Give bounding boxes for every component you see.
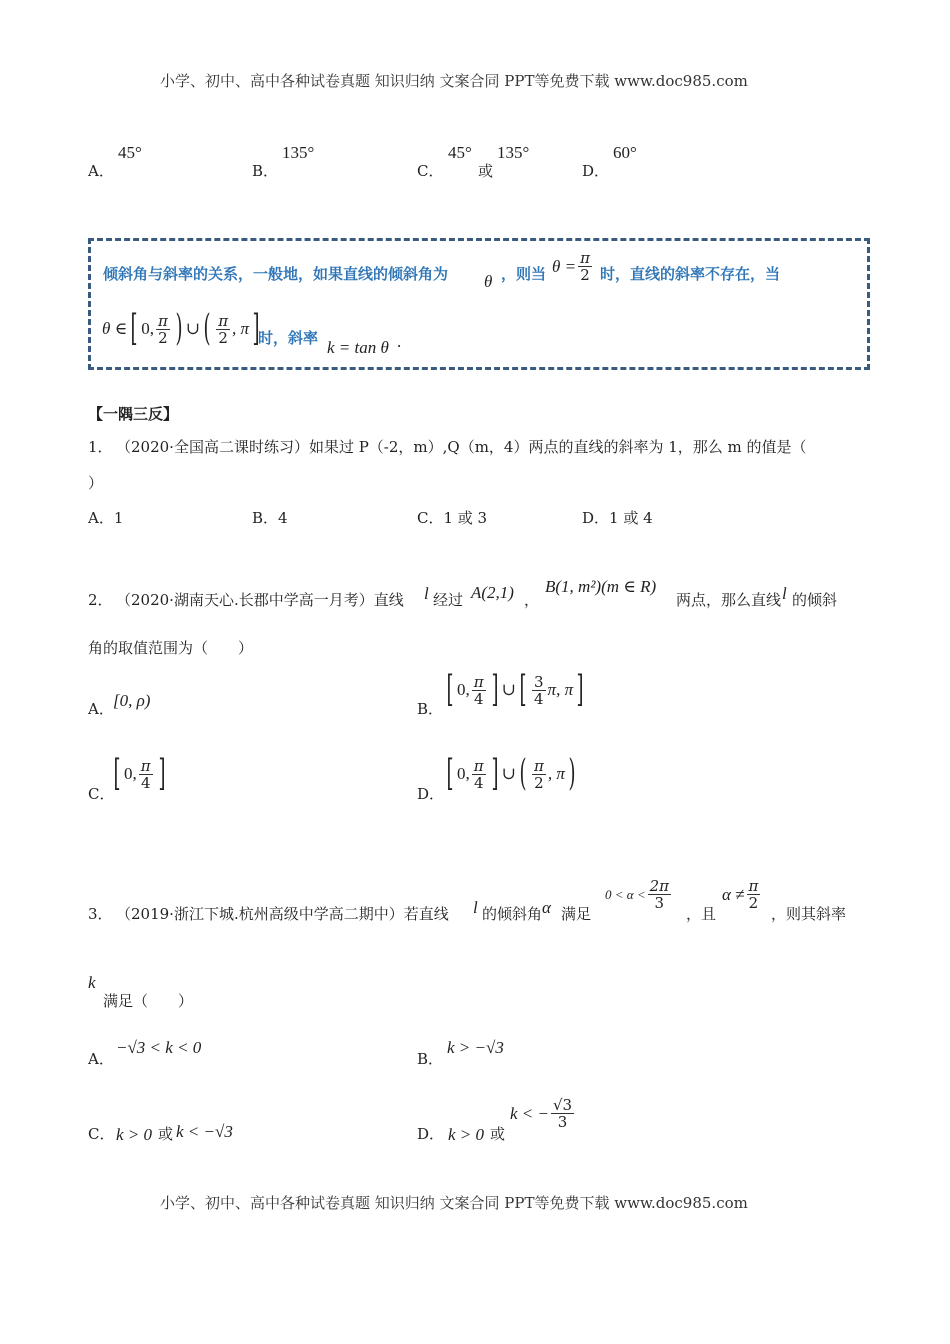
cond1: 0 < α < (605, 886, 646, 902)
section-title: 【一隅三反】 (88, 405, 179, 423)
bracket-open-icon: [ (113, 753, 121, 794)
q2-option-a-value: [0, ρ) (113, 691, 151, 710)
frac-den: 2 (534, 773, 544, 792)
frac-num: π (218, 311, 229, 330)
q2-text-a: （2020·湖南天心.长郡中学高一月考）直线 (116, 591, 404, 609)
option-c-or: 或 (478, 162, 494, 180)
note-k-eq-tan: k = tan θ (327, 338, 389, 357)
bracket-close-icon: ] (491, 669, 499, 710)
q1-option-d: D．1 或 4 (582, 509, 653, 527)
frac-den: 2 (218, 328, 228, 347)
note-theta: θ (484, 272, 493, 291)
q3-option-a-value: −√3 < k < 0 (116, 1038, 202, 1057)
q1-text: （2020·全国高二课时练习）如果过 P（-2，m）,Q（m，4）两点的直线的斜率为 1，那么 m 的值是（ (116, 438, 807, 456)
sqrt3-over-3 (551, 1097, 574, 1130)
frac-num: π (748, 877, 759, 895)
zero: 0, (124, 764, 137, 783)
q3-option-c-value-1: k > 0 (116, 1125, 153, 1144)
comma-pi: , π (547, 764, 565, 783)
q3-text-c: 满足 (561, 905, 592, 923)
paren-close-icon: ) (175, 308, 183, 349)
frac-den: 3 (654, 894, 665, 912)
q2-line-l: l (424, 584, 429, 603)
zero: 0, (457, 764, 470, 783)
q3-option-b-label: B． (417, 1050, 444, 1068)
frac-den: 4 (140, 773, 151, 792)
q3-option-d-label: D． (417, 1125, 445, 1143)
note-theta-eq-pi-half (552, 250, 594, 283)
note-text-2: ，则当 (501, 265, 547, 283)
option-d-label: D． (582, 162, 610, 180)
q2-option-b-value (443, 669, 587, 710)
paren-close-icon: ) (568, 753, 576, 794)
cup: ∪ (501, 764, 516, 783)
q2-option-b-label: B． (417, 700, 444, 718)
q2-line-l-2: l (782, 584, 787, 603)
three-over-4 (532, 674, 546, 707)
note-interval (102, 308, 263, 349)
page-header: 小学、初中、高中各种试卷真题 知识归纳 文案合同 PPT等免费下载 www.doc985.com (160, 72, 748, 90)
q2-point-b: B(1, m²)(m ∈ R) (545, 577, 657, 596)
bracket-close-icon: ] (576, 669, 584, 710)
q3-option-a-label: A． (88, 1050, 114, 1068)
q1-option-a: A．1 (88, 509, 124, 527)
theta-in: θ ∈ (102, 319, 128, 338)
frac-num: 3 (534, 672, 544, 691)
pi-over-4 (472, 758, 486, 791)
pi-over-2 (532, 758, 546, 791)
k-lt-minus: k < − (510, 1103, 549, 1123)
frac-num: π (473, 672, 484, 691)
cup: ∪ (501, 680, 516, 699)
frac-num: π (534, 756, 544, 775)
cond2: α ≠ (722, 884, 745, 904)
option-c-value-2: 135° (497, 143, 530, 162)
pi-over-2 (747, 878, 761, 911)
frac-num: π (473, 756, 484, 775)
q3-option-c-value-2: k < −√3 (176, 1122, 233, 1141)
option-c-label: C． (417, 162, 444, 180)
q3-option-d-or: 或 (490, 1125, 506, 1143)
bracket-close-icon: ] (158, 753, 166, 794)
frac-num: π (157, 311, 168, 330)
theta-eq: θ = (552, 256, 577, 276)
comma-pi: , π (232, 319, 250, 338)
bracket-close-icon: ] (252, 308, 260, 349)
pi-over-2 (156, 313, 170, 346)
q3-text-b: 的倾斜角 (482, 905, 543, 923)
q1-option-b: B．4 (252, 509, 288, 527)
pi: π (547, 680, 557, 699)
option-c-value-1: 45° (448, 143, 472, 162)
q2-text-d: 的倾斜 (792, 591, 838, 609)
note-box (88, 238, 870, 370)
q2-text-b: 经过 (433, 591, 464, 609)
option-a-label: A． (88, 162, 114, 180)
frac-num: 2π (649, 877, 670, 895)
paren-open-icon: ( (519, 753, 527, 794)
frac-den: 2 (580, 266, 590, 284)
q2-point-a: A(2,1) (471, 583, 514, 602)
frac-den: 2 (158, 328, 168, 347)
q3-option-c-label: C． (88, 1125, 115, 1143)
q1-close: ） (88, 474, 104, 492)
q3-option-d-value-1: k > 0 (448, 1125, 485, 1144)
q3-alpha: α (542, 898, 551, 917)
note-text-3: 时，直线的斜率不存在，当 (600, 265, 781, 283)
q3-text-d: ，且 (686, 905, 717, 923)
bracket-open-icon: [ (446, 669, 454, 710)
q3-k: k (88, 973, 96, 992)
q2-option-d-value (443, 753, 579, 794)
q2-option-d-label: D． (417, 785, 445, 803)
q2-number: 2． (88, 591, 113, 609)
option-b-label: B． (252, 162, 279, 180)
cup: ∪ (185, 319, 201, 338)
q1-option-c: C．1 或 3 (417, 509, 488, 527)
bracket-close-icon: ] (491, 753, 499, 794)
option-b-value: 135° (282, 143, 315, 162)
frac-num: √3 (553, 1096, 573, 1114)
page-footer: 小学、初中、高中各种试卷真题 知识归纳 文案合同 PPT等免费下载 www.doc985.com (160, 1194, 748, 1212)
pi-over-4 (472, 674, 486, 707)
frac-den: 3 (557, 1113, 568, 1131)
two-pi-over-3 (648, 878, 671, 911)
q3-option-d-value-2 (510, 1097, 576, 1130)
q2-option-a-label: A． (88, 700, 114, 718)
note-text-4: 时，斜率 (258, 329, 319, 347)
bracket-open-icon: [ (519, 669, 527, 710)
q2-option-c-label: C． (88, 785, 115, 803)
option-d-value: 60° (613, 143, 637, 162)
bracket-open-icon: [ (446, 753, 454, 794)
comma-pi: , π (556, 680, 574, 699)
note-text-1: 倾斜角与斜率的关系，一般地，如果直线的倾斜角为 (103, 265, 449, 283)
q3-condition-1 (605, 878, 673, 911)
q2-option-c-value (110, 753, 169, 794)
q2-line2: 角的取值范围为（ ） (88, 639, 254, 657)
frac-den: 2 (748, 894, 759, 912)
note-period: . (397, 332, 402, 351)
q3-option-c-or: 或 (158, 1125, 174, 1143)
frac-den: 4 (534, 689, 544, 708)
frac-den: 4 (473, 773, 484, 792)
q3-condition-2 (722, 878, 762, 911)
frac-den: 4 (473, 689, 484, 708)
q1-number: 1． (88, 438, 113, 456)
pi-over-2 (578, 250, 592, 283)
q2-sep: ， (524, 591, 540, 609)
q3-line-l: l (473, 898, 478, 917)
paren-open-icon: ( (203, 308, 211, 349)
option-a-value: 45° (118, 143, 142, 162)
q2-text-c: 两点，那么直线 (676, 591, 782, 609)
frac-num: π (140, 756, 151, 775)
bracket-open-icon: [ (130, 308, 138, 349)
q3-option-b-value: k > −√3 (447, 1038, 504, 1057)
pi-over-2 (216, 313, 230, 346)
pi-over-4 (139, 758, 153, 791)
zero: 0, (141, 319, 154, 338)
q3-line2: 满足（ ） (103, 992, 194, 1010)
q3-text-a: （2019·浙江下城.杭州高级中学高二期中）若直线 (116, 905, 449, 923)
zero: 0, (457, 680, 470, 699)
q3-text-e: ，则其斜率 (771, 905, 847, 923)
frac-num: π (580, 249, 590, 267)
q3-number: 3． (88, 905, 113, 923)
